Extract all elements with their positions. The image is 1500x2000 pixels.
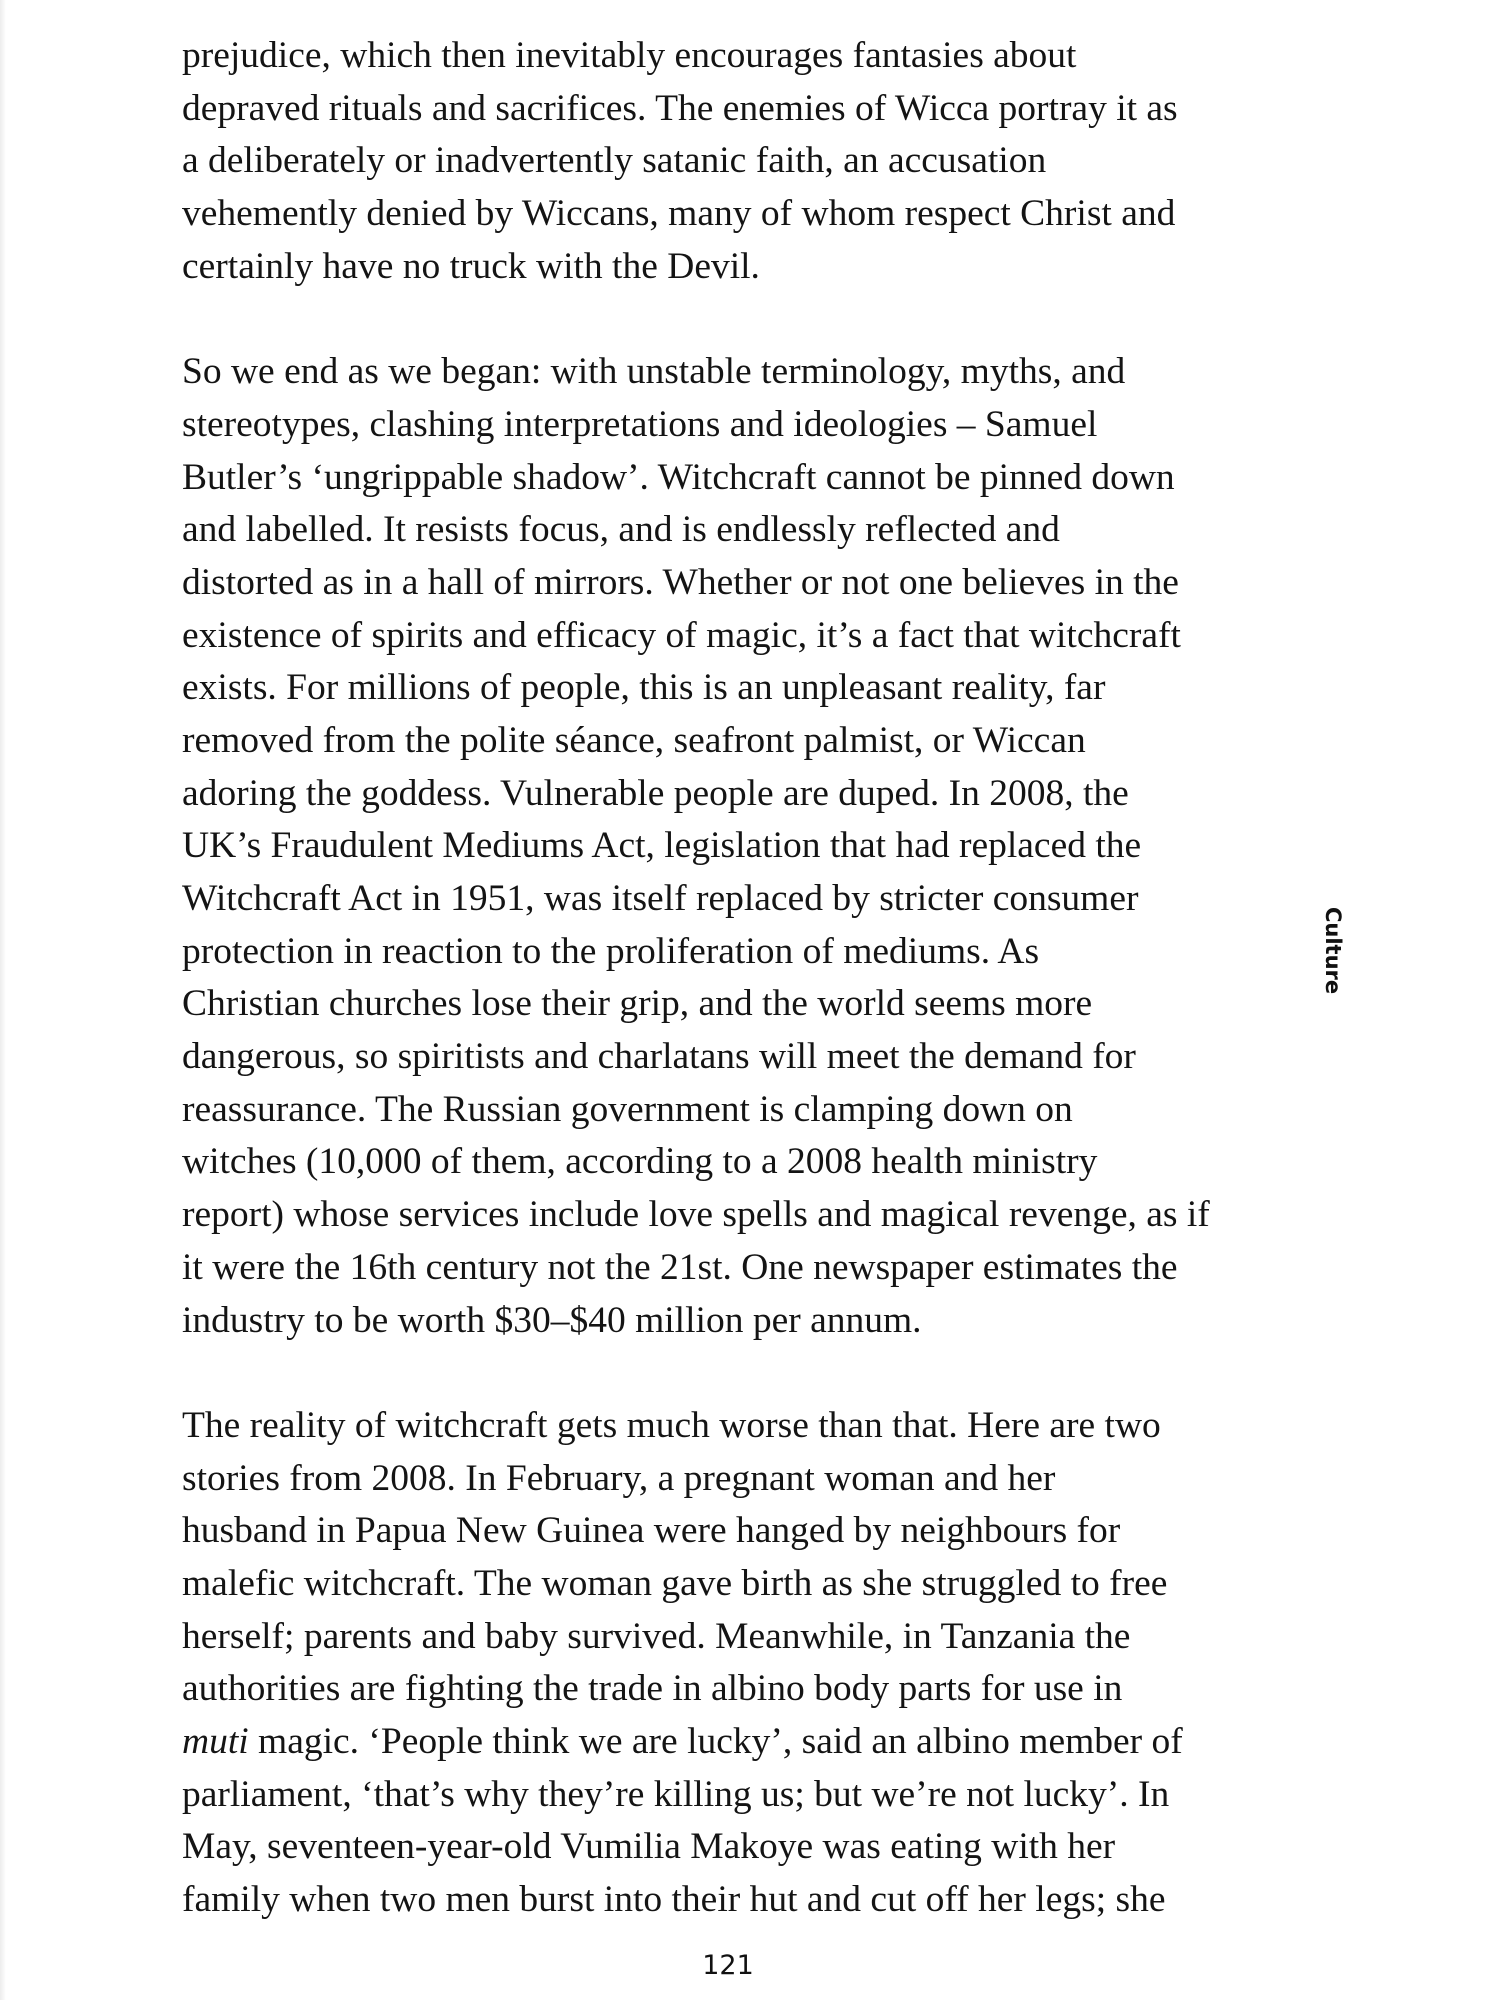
- page-edge-shadow: [0, 0, 6, 2000]
- text-line: exists. For millions of people, this is an unpleasant reality, far: [182, 667, 1106, 709]
- page-number: 121: [702, 1950, 754, 1981]
- paragraph: [182, 1400, 1292, 1927]
- body-text: [182, 30, 1292, 1927]
- text-line: UK’s Fraudulent Mediums Act, legislation that had replaced the: [182, 825, 1142, 867]
- text-line: Witchcraft Act in 1951, was itself replaced by stricter consumer: [182, 878, 1139, 919]
- text-line: reassurance. The Russian government is clamping down on: [182, 1088, 1073, 1130]
- text-line: [182, 1716, 1292, 1769]
- text-line: certainly have no truck with the Devil.: [182, 245, 760, 287]
- text-line: industry to be worth $30–$40 million per annum.: [182, 1299, 922, 1341]
- text-line: protection in reaction to the proliferation of mediums. As: [182, 930, 1040, 972]
- text-line: adoring the goddess. Vulnerable people are duped. In 2008, the: [182, 772, 1129, 814]
- text-line: herself; parents and baby survived. Meanwhile, in Tanzania the: [182, 1615, 1131, 1657]
- text-segment: magic. ‘People think we are lucky’, said an albino member of: [248, 1721, 1183, 1762]
- paragraph: [182, 346, 1292, 1347]
- section-label: Culture: [1321, 907, 1345, 995]
- text-line: depraved rituals and sacrifices. The enemies of Wicca portray it as: [182, 87, 1178, 129]
- text-line: dangerous, so spiritists and charlatans will meet the demand for: [182, 1036, 1136, 1078]
- text-line: vehemently denied by Wiccans, many of whom respect Christ and: [182, 193, 1176, 235]
- text-line: a deliberately or inadvertently satanic faith, an accusation: [182, 140, 1047, 182]
- text-line: The reality of witchcraft gets much worse than that. Here are two: [182, 1404, 1161, 1446]
- text-line: witches (10,000 of them, according to a 2008 health ministry: [182, 1141, 1098, 1183]
- text-line: removed from the polite séance, seafront palmist, or Wiccan: [182, 719, 1086, 761]
- text-line: prejudice, which then inevitably encourages fantasies about: [182, 35, 1077, 76]
- italic-term: muti: [182, 1721, 249, 1762]
- text-line: authorities are fighting the trade in albino body parts for use in: [182, 1668, 1123, 1710]
- text-line: report) whose services include love spells and magical revenge, as if: [182, 1194, 1210, 1236]
- text-line: husband in Papua New Guinea were hanged by neighbours for: [182, 1510, 1121, 1552]
- text-line: So we end as we began: with unstable terminology, myths, and: [182, 351, 1126, 393]
- paragraph-gap: [182, 293, 1292, 346]
- paragraph: [182, 30, 1292, 293]
- text-line: it were the 16th century not the 21st. One newspaper estimates the: [182, 1246, 1178, 1288]
- text-line: Christian churches lose their grip, and the world seems more: [182, 983, 1093, 1025]
- paragraph-gap: [182, 1347, 1292, 1400]
- text-line: stereotypes, clashing interpretations and ideologies – Samuel: [182, 403, 1098, 445]
- text-line: May, seventeen-year-old Vumilia Makoye was eating with her: [182, 1826, 1116, 1868]
- text-line: family when two men burst into their hut and cut off her legs; she: [182, 1879, 1166, 1921]
- text-line: malefic witchcraft. The woman gave birth as she struggled to free: [182, 1562, 1168, 1604]
- text-line: and labelled. It resists focus, and is endlessly reflected and: [182, 509, 1060, 551]
- text-line: stories from 2008. In February, a pregnant woman and her: [182, 1457, 1056, 1499]
- text-line: existence of spirits and efficacy of magic, it’s a fact that witchcraft: [182, 614, 1181, 656]
- text-line: distorted as in a hall of mirrors. Whether or not one believes in the: [182, 561, 1179, 603]
- text-line: parliament, ‘that’s why they’re killing us; but we’re not lucky’. In: [182, 1773, 1170, 1815]
- text-line: Butler’s ‘ungrippable shadow’. Witchcraft cannot be pinned down: [182, 456, 1175, 498]
